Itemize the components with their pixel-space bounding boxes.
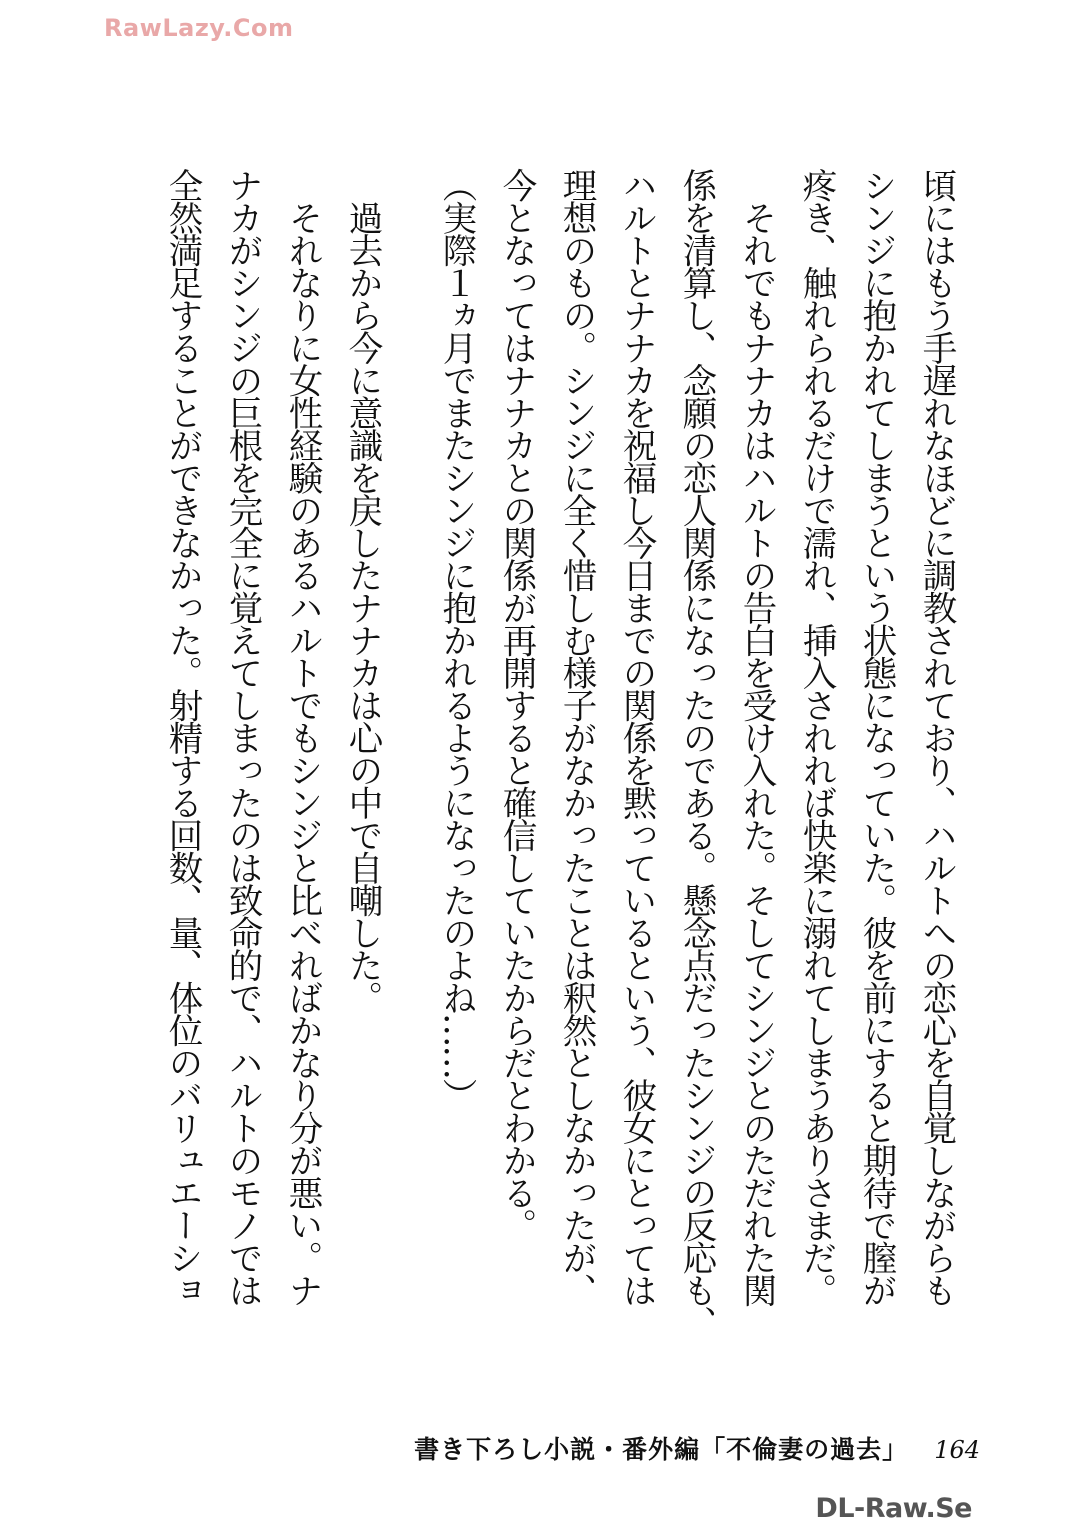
text-column: 係を清算し、念願の恋人関係になったのである。懸念点だったシンジの反応も、	[676, 168, 716, 1338]
text-column: 過去から今に意識を戻したナナカは心の中で自嘲した。	[342, 168, 382, 1013]
running-title: 書き下ろし小説・番外編「不倫妻の過去」	[414, 1435, 909, 1464]
text-column: それでもナナカはハルトの告白を受け入れた。そしてシンジとのただれた関	[736, 168, 776, 1306]
text-column: 今となってはナナカとの関係が再開すると確信していたからだとわかる。	[496, 168, 536, 1241]
text-column: 頃にはもう手遅れなほどに調教されており、ハルトへの恋心を自覚しながらも	[916, 168, 956, 1306]
text-column: 疼き、触れられるだけで濡れ、挿入されれば快楽に溺れてしまうありさまだ。	[796, 168, 836, 1306]
text-column: 全然満足することができなかった。射精する回数、量、体位のバリュエーショ	[162, 168, 202, 1306]
watermark-top: RawLazy.Com	[104, 14, 294, 42]
vertical-body-text	[152, 168, 966, 1338]
page-footer	[414, 1430, 980, 1466]
watermark-bottom: DL-Raw.Se	[815, 1493, 972, 1524]
text-column: シンジに抱かれてしまうという状態になっていた。彼を前にすると期待で膣が	[856, 168, 896, 1306]
text-column: （実際１ヵ月でまたシンジに抱かれるようになったのよね……）	[436, 168, 476, 1111]
text-column: ハルトとナナカを祝福し今日までの関係を黙っているという、彼女にとっては	[616, 168, 656, 1306]
text-column: ナカがシンジの巨根を完全に覚えてしまったのは致命的で、ハルトのモノでは	[222, 168, 262, 1306]
text-column: 理想のもの。シンジに全く惜しむ様子がなかったことは釈然としなかったが、	[556, 168, 596, 1306]
page-number: 164	[934, 1436, 980, 1464]
text-column: それなりに女性経験のあるハルトでもシンジと比べればかなり分が悪い。ナ	[282, 168, 322, 1306]
